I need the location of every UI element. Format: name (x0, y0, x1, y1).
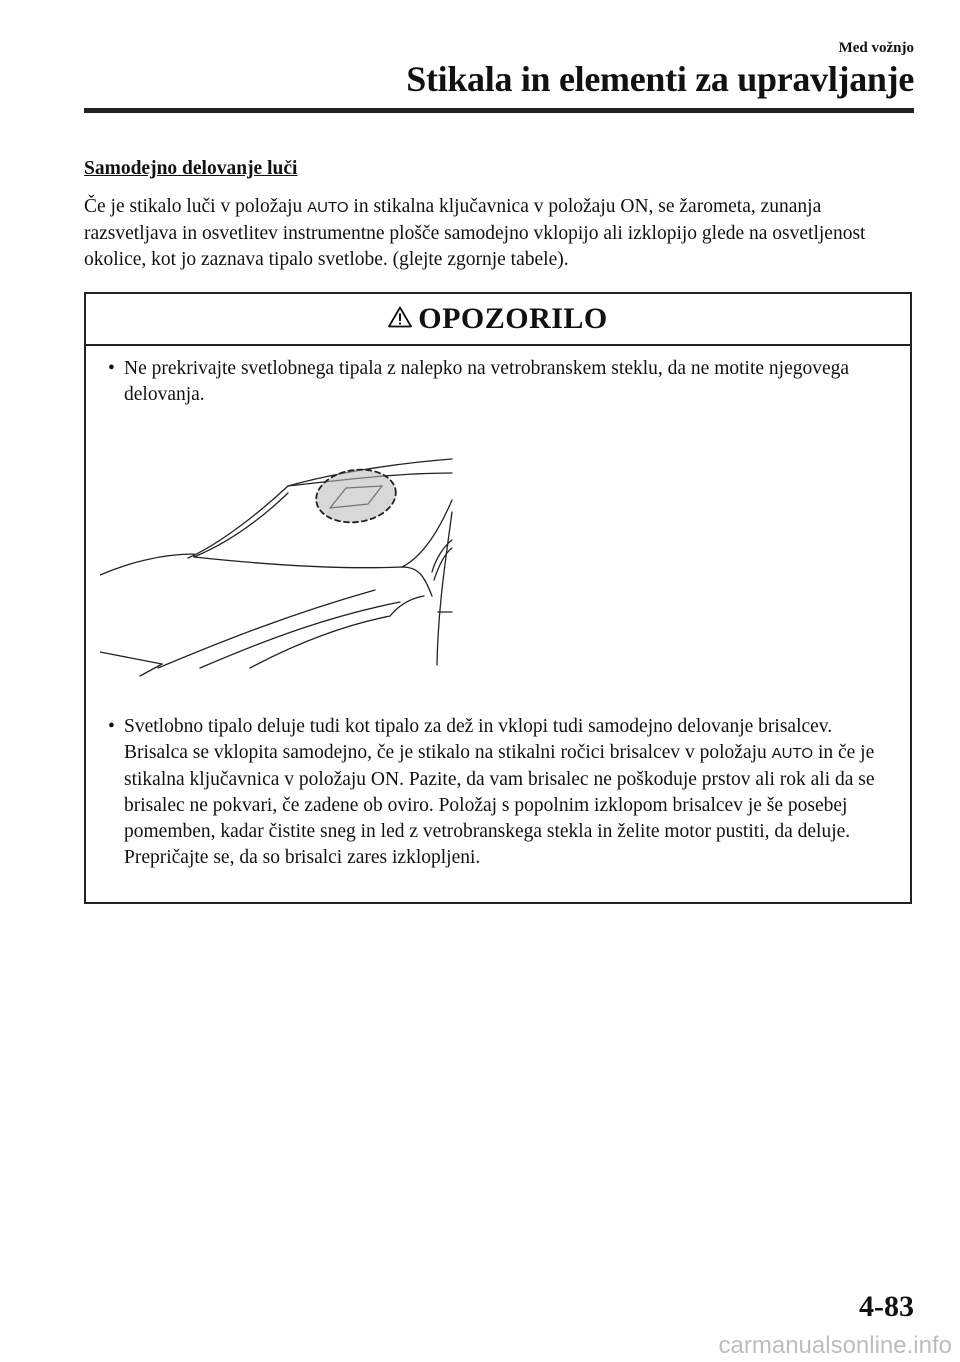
warning-title: OPOZORILO (418, 302, 608, 335)
warning-bullet-1 (108, 356, 888, 408)
auto-mode-label: AUTO (307, 199, 349, 216)
warning-box (84, 292, 912, 904)
warning-bullet-2 (108, 714, 888, 871)
warning-header (86, 294, 910, 346)
footer-watermark: carmanualsonline.info (718, 1332, 952, 1359)
header-divider (84, 108, 914, 113)
section-heading: Samodejno delovanje luči (84, 158, 298, 179)
body-paragraph (84, 194, 884, 273)
page-number: 4-83 (859, 1290, 914, 1323)
windshield-sensor-illustration (100, 446, 460, 678)
body-text-part1: Če je stikalo luči v položaju (84, 196, 308, 217)
warning-triangle-icon (388, 302, 418, 336)
page-title: Stikala in elementi za upravljanje (406, 59, 914, 99)
bullet-mark: • (108, 358, 115, 379)
auto-mode-label: AUTO (771, 745, 814, 762)
warning-bullet-text-part1: Svetlobno tipalo deluje tudi kot tipalo za dež in vklopi tudi samodejno delovanje brisalcev. Brisalca se vklopita samodejno, če je stikalo na stikalni ročici brisalcev v položaju (124, 716, 833, 763)
warning-bullet-text: Ne prekrivajte svetlobnega tipala z nalepko na vetrobranskem steklu, da ne motite njegovega delovanja. (124, 358, 850, 405)
body-text-part2: in stikalna ključavnica v položaju ON, se žarometa, zunanja razsvetljava in osvetlitev instrumentne plošče samodejno vklopijo ali izklopijo glede na osvetljenost okolice, kot jo zaznava tipalo svetlobe. (glejte zgornje tabele). (84, 196, 866, 270)
warning-bullet-text-part2: in če je stikalna ključavnica v položaju ON. Pazite, da vam brisalec ne poškoduje prstov ali rok ali da se brisalec ne pokvari, če zadene ob oviro. Položaj s popolnim izklopom brisalcev je še posebej pomemben, kadar čistite sneg in led z vetrobranskega stekla in želite motor pustiti, da deluje. Prepričajte se, da so brisalci zares izklopljeni. (124, 742, 875, 868)
header-section-label: Med vožnjo (838, 40, 914, 56)
bullet-mark: • (108, 716, 115, 737)
